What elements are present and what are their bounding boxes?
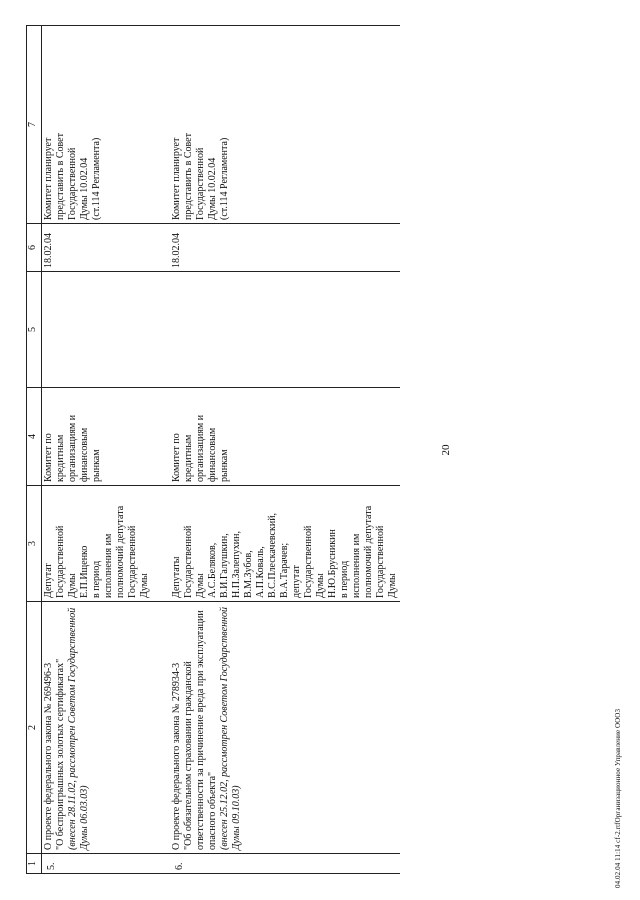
- committee-line: организациям и: [195, 414, 206, 482]
- spacer-row: [152, 26, 170, 874]
- bill-name: "Об обязательном страховании гражданской ответственности за причинение вреда при эксплуатации опасного объекта": [183, 610, 218, 850]
- author-line: Депутат: [43, 563, 54, 598]
- row-number: 6.: [170, 854, 400, 874]
- note-line: Думы 10.02.04: [79, 157, 90, 220]
- table-row: [170, 26, 400, 874]
- table-row: [42, 26, 153, 874]
- note-cell: [42, 26, 153, 224]
- bills-table: [26, 25, 400, 874]
- author-line: Депутаты: [171, 556, 182, 598]
- note-line: Комитет планирует: [43, 137, 54, 220]
- author-line: исполнения им: [351, 533, 362, 598]
- page-footer: 04.02.04 11:14 cf-2.rtfОрганизационное Управление ООО3: [614, 708, 622, 888]
- author-line: А.С.Беляков,: [207, 542, 218, 598]
- header-cell: 4: [27, 388, 42, 486]
- author-line: Государственной: [127, 525, 138, 598]
- committee-line: Комитет по: [43, 433, 54, 482]
- note-line: Государственной: [67, 147, 78, 220]
- author-line: В.А.Тарачев;: [279, 542, 290, 598]
- author-line: Государственной: [303, 525, 314, 598]
- committee-line: кредитным: [183, 434, 194, 482]
- note-cell: [170, 26, 400, 224]
- bill-name: "О беспроигрышных золотых сертификатах": [55, 658, 66, 850]
- author-cell: [42, 486, 153, 602]
- bill-cell: [42, 602, 153, 854]
- committee-line: рынкам: [219, 449, 230, 482]
- author-line: полномочий депутата: [363, 505, 374, 598]
- author-line: Е.П.Ищенко: [79, 545, 90, 598]
- header-cell: 7: [27, 26, 42, 224]
- committee-line: организациям и: [67, 414, 78, 482]
- author-line: Думы: [315, 573, 326, 598]
- header-cell: 3: [27, 486, 42, 602]
- author-line: Государственной: [375, 525, 386, 598]
- author-line: В.И.Галушкин,: [219, 533, 230, 598]
- author-line: В.С.Плескачевский,: [267, 512, 278, 598]
- committee-line: финансовым: [79, 427, 90, 482]
- bill-status: (внесен 25.12.02, рассмотрен Советом Государственной Думы 09.10.03): [219, 606, 242, 850]
- note-line: представить в Совет: [183, 133, 194, 220]
- bill-cell: [170, 602, 400, 854]
- committee-line: Комитет по: [171, 433, 182, 482]
- author-line: исполнения им: [103, 533, 114, 598]
- committee-line: рынкам: [91, 449, 102, 482]
- table-header-row: [27, 26, 42, 874]
- note-line: (ст.114 Регламента): [91, 137, 102, 220]
- committee-cell: [170, 388, 400, 486]
- note-line: (ст.114 Регламента): [219, 137, 230, 220]
- page-number: 20: [440, 444, 452, 456]
- header-cell: 1: [27, 854, 42, 874]
- author-line: Государственной: [55, 525, 66, 598]
- col5-cell: [170, 272, 400, 388]
- note-line: представить в Совет: [55, 133, 66, 220]
- author-line: Думы: [387, 573, 398, 598]
- author-line: депутат: [291, 565, 302, 598]
- committee-cell: [42, 388, 153, 486]
- header-cell: 6: [27, 224, 42, 272]
- note-line: Государственной: [195, 147, 206, 220]
- author-line: А.П.Коваль,: [255, 546, 266, 598]
- author-line: в период: [91, 560, 102, 598]
- committee-line: финансовым: [207, 427, 218, 482]
- author-line: Думы: [195, 573, 206, 598]
- author-line: в период: [339, 560, 350, 598]
- col5-cell: [42, 272, 153, 388]
- author-line: Н.Ю.Брусникин: [327, 529, 338, 598]
- bill-status: (внесен 28.11.02, рассмотрен Советом Государственной Думы 06.03.03): [67, 607, 90, 850]
- author-line: Н.П.Залепухин,: [231, 531, 242, 598]
- row-number: 5.: [42, 854, 153, 874]
- author-line: Государственной: [183, 525, 194, 598]
- author-line: Думы: [139, 573, 150, 598]
- bill-title: О проекте федерального закона № 278934-3: [171, 662, 182, 850]
- bill-title: О проекте федерального закона № 269496-3: [43, 662, 54, 850]
- author-line: Думы: [67, 573, 78, 598]
- date-cell: 18.02.04: [170, 224, 400, 272]
- header-cell: 5: [27, 272, 42, 388]
- date-cell: 18.02.04: [42, 224, 153, 272]
- note-line: Думы 10.02.04: [207, 157, 218, 220]
- author-cell: [170, 486, 400, 602]
- author-line: полномочий депутата: [115, 505, 126, 598]
- committee-line: кредитным: [55, 434, 66, 482]
- author-line: В.М.Зубов,: [243, 550, 254, 598]
- note-line: Комитет планирует: [171, 137, 182, 220]
- header-cell: 2: [27, 602, 42, 854]
